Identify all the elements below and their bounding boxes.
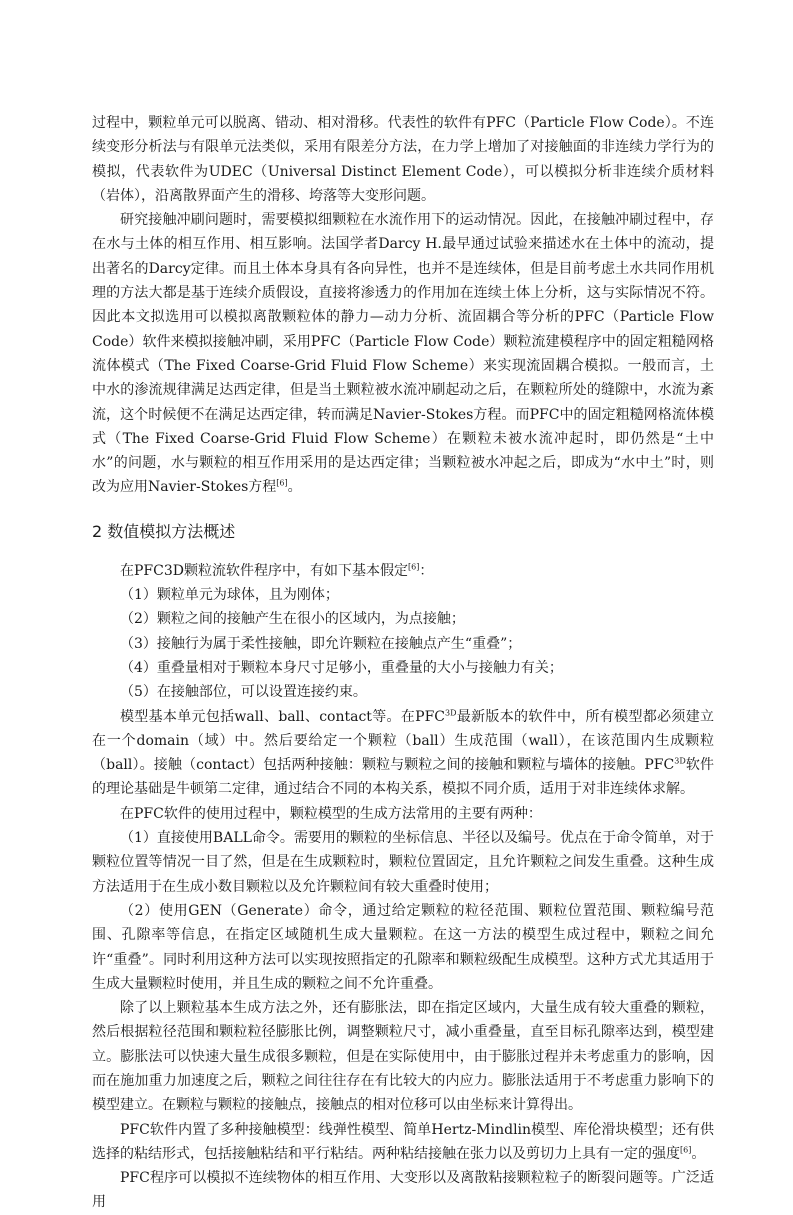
paragraph-model-elements bbox=[92, 705, 714, 802]
paragraph-expansion-method: 除了以上颗粒基本生成方法之外，还有膨胀法，即在指定区域内，大量生成有较大重叠的颗粒，然后根据粒径范围和颗粒粒径膨胀比例，调整颗粒尺寸，减小重叠量，直至目标孔隙率达到，模型建立。膨胀法可以快速大量生成很多颗粒，但是在实际使用中，由于膨胀过程并未考虑重力的影响，因而在施加重力加速度之后，颗粒之间往往存在有比较大的内应力。膨胀法适用于不考虑重力影响下的模型建立。在颗粒与颗粒的接触点，接触点的相对位移可以由坐标来计算得出。 bbox=[92, 1000, 714, 1114]
paragraph-text: 研究接触冲刷问题时，需要模拟细颗粒在水流作用下的运动情况。因此，在接触冲刷过程中，存在水与土体的相互作用、相互影响。法国学者Darcy H.最早通过试验来描述水在土体中的流动，提出著名的Darcy定律。而且土体本身具有各向异性，也并不是连续体，但是目前考虑土水共同作用机理的方法大都是基于连续介质假设，直接将渗透力的作用加在连续土体上分析，这与实际情况不符。因此本文拟选用可以模拟离散颗粒体的静力—动力分析、流固耦合等分析的PFC（Particle Flow Code）软件来模拟接触冲刷，采用PFC（Particle Flow Code）颗粒流建模程序中的固定粗糙网格流体模式（The Fixed Coarse-Grid Fluid Flow Scheme）来实现流固耦合模拟。一般而言，土中水的渗流规律满足达西定律，但是当土颗粒被水流冲刷起动之后，在颗粒所处的缝隙中，水流为紊流，这个时候便不在满足达西定律，转而满足Navier-Stokes方程。而PFC中的固定粗糙网格流体模式（The Fixed Coarse-Grid Fluid Flow Scheme）在颗粒未被水流冲起时，即仍然是“土中水”的问题，水与颗粒的相互作用采用的是达西定律；当颗粒被水冲起之后，即成为“水中土”时，则改为应用Navier-Stokes方程 bbox=[92, 212, 714, 496]
section-heading: 2 数值模拟方法概述 bbox=[92, 521, 236, 541]
assumption-item: （5）在接触部位，可以设置连接约束。 bbox=[120, 684, 367, 701]
paragraph-discrete-methods: 过程中，颗粒单元可以脱离、错动、相对滑移。代表性的软件有PFC（Particle Flow Code）。不连续变形分析法与有限单元法类似，采用有限差分方法，在力学上增加了对接触面的非连续力学行为的模拟，代表软件为UDEC（Universal Distinct Element Code），可以模拟分析非连续介质材料（岩体），沿离散界面产生的滑移、垮落等大变形问题。 bbox=[92, 115, 714, 204]
paragraph-methods-intro: 在PFC软件的使用过程中，颗粒模型的生成方法常用的主要有两种： bbox=[120, 805, 542, 822]
document-page bbox=[92, 111, 714, 1215]
paragraph-contact-erosion bbox=[92, 208, 714, 500]
contact-models-end: 。 bbox=[691, 1145, 706, 1162]
paragraph-last-line: PFC程序可以模拟不连续物体的相互作用、大变形以及离散粘接颗粒粒子的断裂问题等。广泛适用 bbox=[92, 1170, 714, 1211]
model-text-a: 模型基本单元包括wall、ball、contact等。在PFC bbox=[120, 708, 445, 725]
paragraph-method-ball: （1）直接使用BALL命令。需要用的颗粒的坐标信息、半径以及编号。优点在于命令简单，对于颗粒位置等情况一目了然，但是在生成颗粒时，颗粒位置固定，且允许颗粒之间发生重叠。这种生成方法适用于在生成小数目颗粒以及允许颗粒间有较大重叠时使用； bbox=[92, 830, 714, 895]
assumption-item: （3）接触行为属于柔性接触，即允许颗粒在接触点产生“重叠”； bbox=[120, 635, 522, 652]
assumptions-intro-text: 在PFC3D颗粒流软件程序中，有如下基本假定 bbox=[120, 562, 408, 579]
paragraph-contact-models bbox=[92, 1118, 714, 1167]
assumptions-intro-end: ： bbox=[419, 562, 434, 579]
paragraph-method-gen: （2）使用GEN（Generate）命令，通过给定颗粒的粒径范围、颗粒位置范围、颗粒编号范围、孔隙率等信息，在指定区域随机生成大量颗粒。在这一方法的模型生成过程中，颗粒之间允许“重叠”。同时利用这种方法可以实现按照指定的孔隙率和颗粒级配生成模型。这种方式尤其适用于生成大量颗粒时使用，并且生成的颗粒之间不允许重叠。 bbox=[92, 902, 714, 992]
superscript-3d: 3D bbox=[674, 756, 686, 766]
model-text-b: 最新版本的软件中，所有模型都必须建立在一个domain（域）中。然后要给定一个颗粒（ball）生成范围（wall），在该范围内生成颗粒（ball）。接触（contact）包括两种接触：颗粒与颗粒之间的接触和颗粒与墙体的接触。PFC bbox=[92, 708, 714, 774]
assumption-item: （2）颗粒之间的接触产生在很小的区域内，为点接触； bbox=[120, 611, 465, 628]
assumption-item: （1）颗粒单元为球体，且为刚体； bbox=[120, 587, 339, 604]
contact-models-text: PFC软件内置了多种接触模型：线弹性模型、简单Hertz-Mindlin模型、库伦滑块模型；还有供选择的粘结形式，包括接触粘结和平行粘结。两种粘结接触在张力以及剪切力上具有一定的强度 bbox=[92, 1121, 714, 1162]
citation-ref: [6] bbox=[407, 562, 420, 572]
superscript-3d: 3D bbox=[445, 707, 457, 717]
assumptions-intro bbox=[92, 559, 714, 583]
citation-ref: [6] bbox=[276, 478, 288, 488]
paragraph-end: 。 bbox=[287, 479, 302, 496]
assumption-item: （4）重叠量相对于颗粒本身尺寸足够小，重叠量的大小与接触力有关； bbox=[120, 659, 563, 676]
citation-ref: [6] bbox=[680, 1145, 692, 1155]
model-text-c: 软件的理论基础是牛顿第二定律，通过结合不同的本构关系，模拟不同介质，适用于对非连续体求解。 bbox=[92, 757, 714, 798]
